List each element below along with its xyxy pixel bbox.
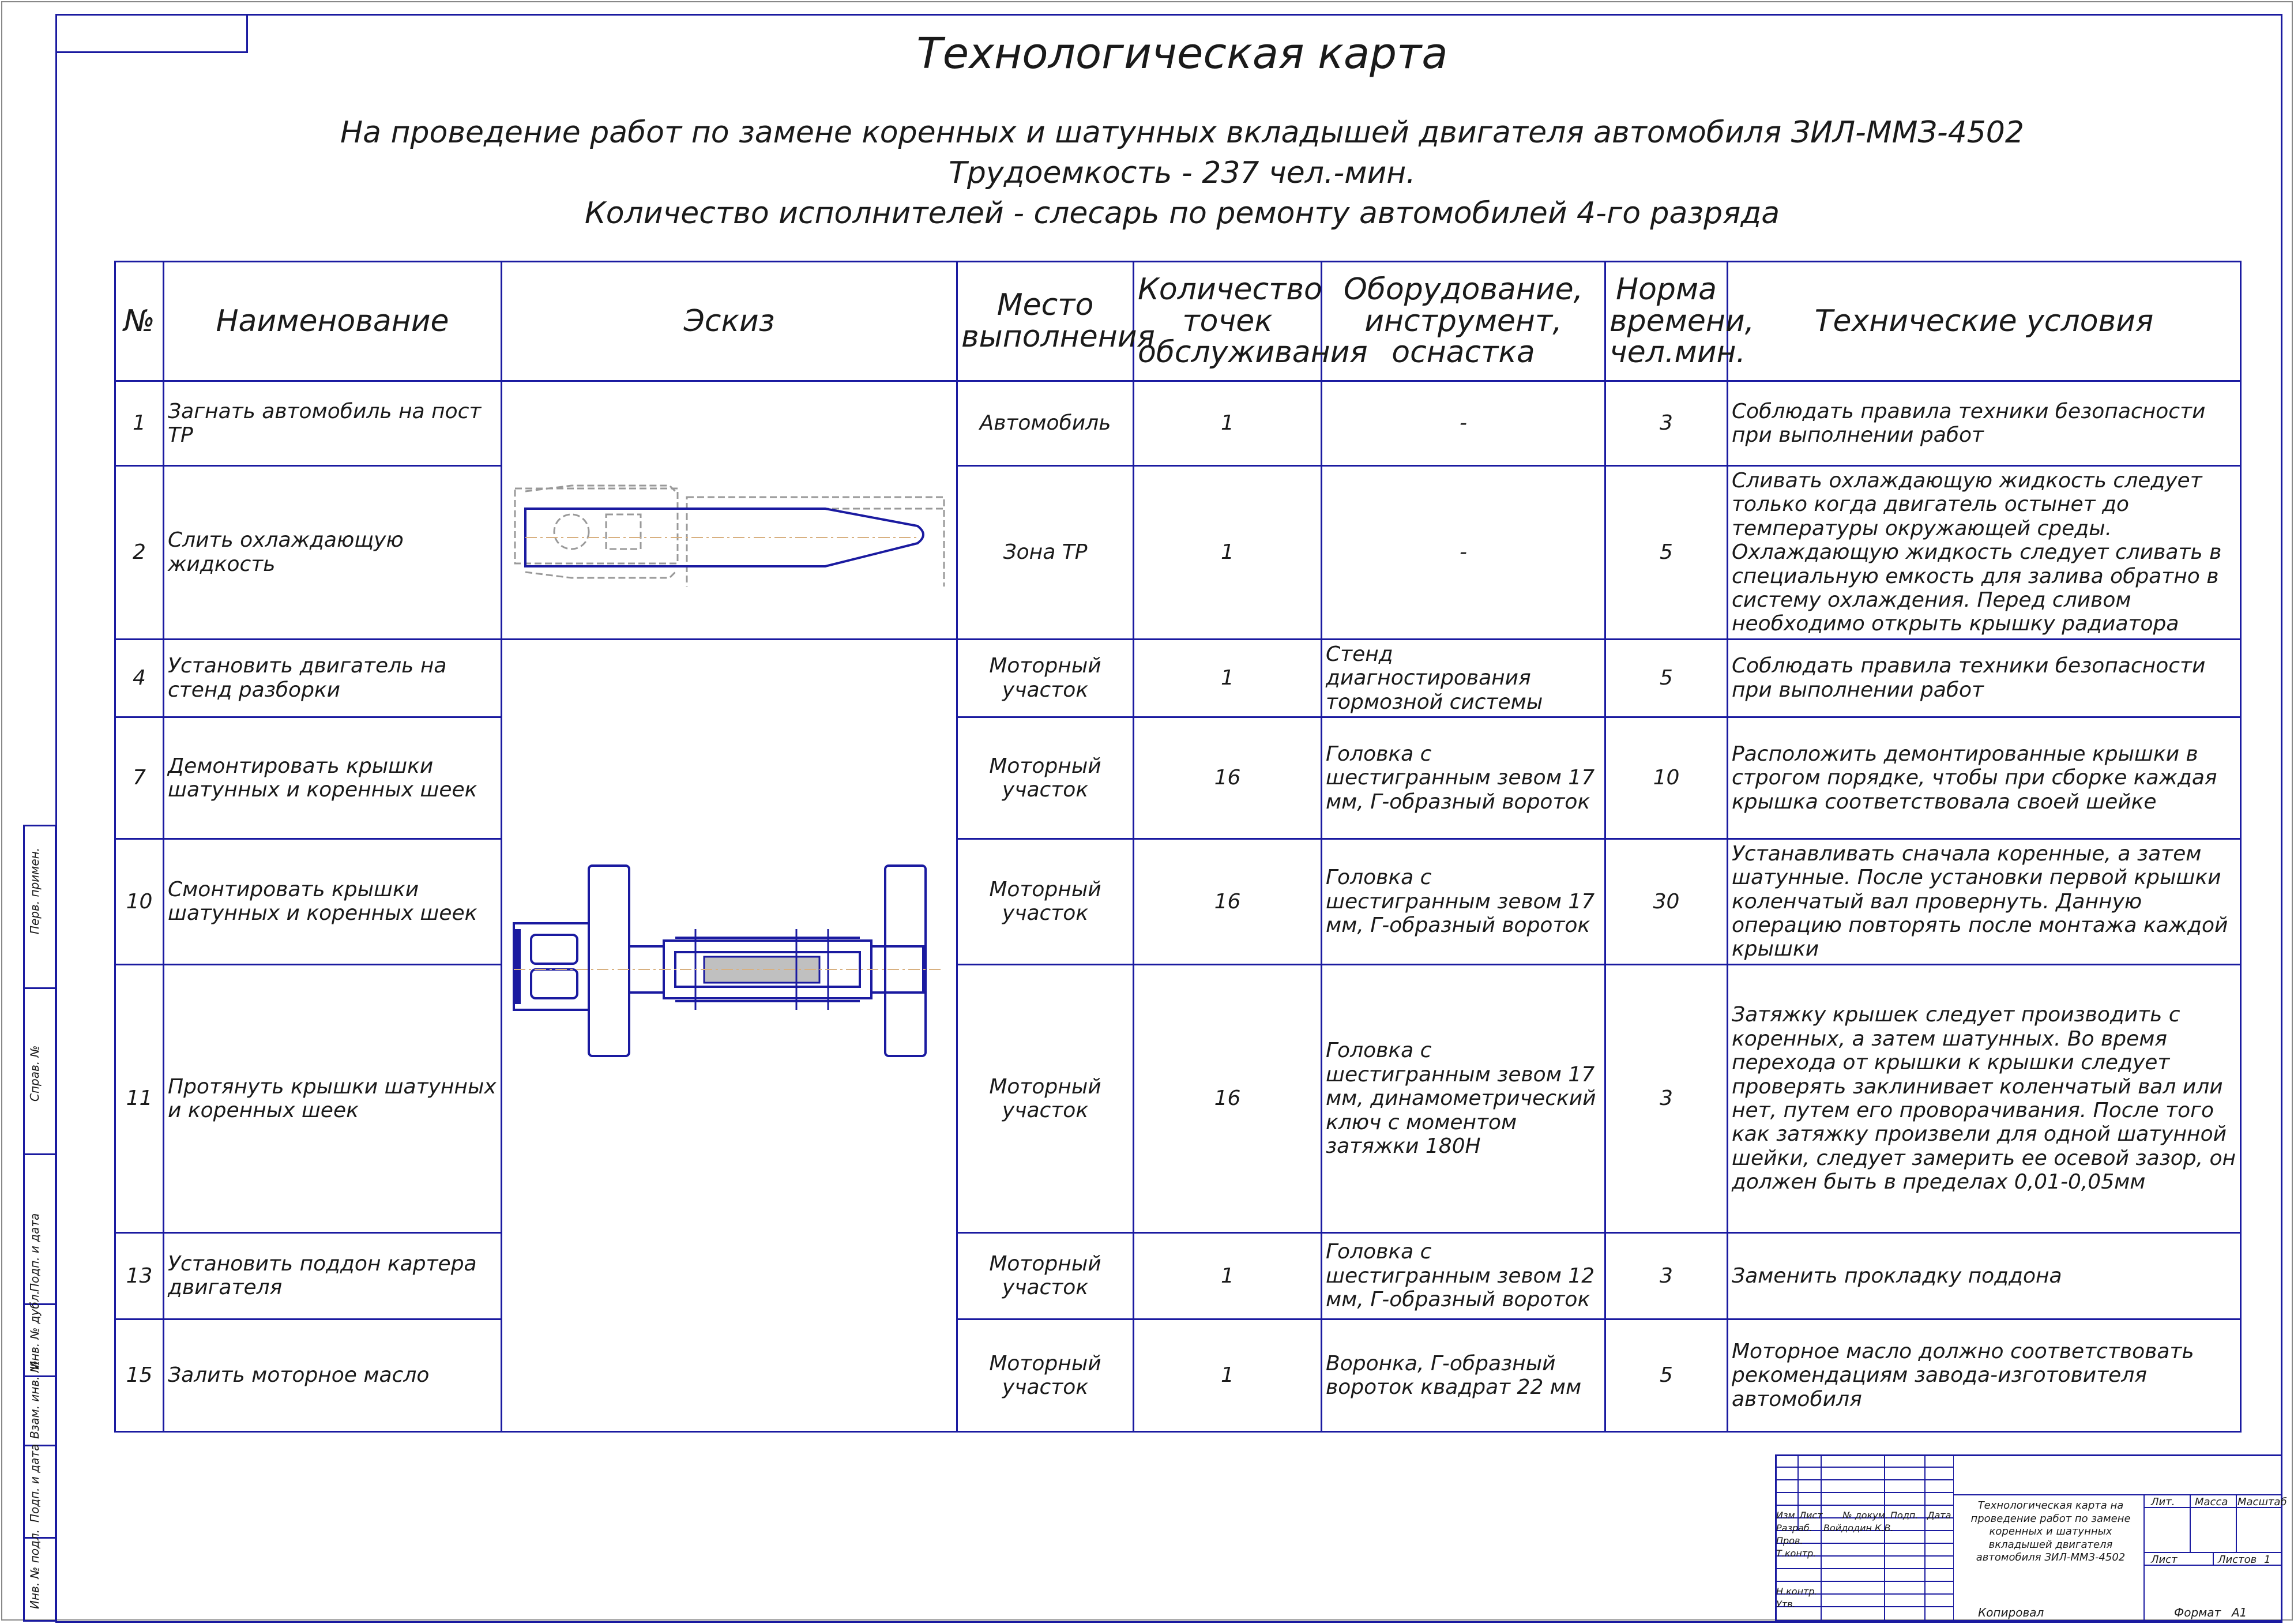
row-place: Моторный участок — [957, 964, 1134, 1232]
row-num: 1 — [115, 381, 164, 466]
engine-stand-drawing — [502, 646, 954, 1419]
side-label-3: Подп. и дата — [28, 1213, 42, 1292]
stand-wheel-left — [589, 866, 629, 1056]
row-time: 10 — [1605, 717, 1728, 839]
stamp-label-docnum: № докум. — [1842, 1510, 1888, 1521]
page-title: Технологическая карта — [916, 29, 1448, 78]
header-points: Количество точек обслуживания — [1134, 262, 1322, 381]
sketch-engine-stand — [502, 639, 957, 1431]
row-points: 1 — [1134, 1319, 1322, 1431]
sketch-vehicle-top — [502, 381, 957, 640]
subtitle-line-1: На проведение работ по замене коренных и шатунных вкладышей двигателя автомобиля ЗИЛ-ММЗ-4502 — [340, 115, 2024, 150]
stamp-label-tkontr: Т.контр. — [1776, 1548, 1817, 1559]
row-equipment: Головка с шестигранным зевом 17 мм, динамометрический ключ с моментом затяжки 180Н — [1322, 964, 1605, 1232]
row-name: Демонтировать крышки шатунных и коренных шеек — [164, 717, 502, 839]
stand-wheel-right — [885, 866, 926, 1056]
row-num: 13 — [115, 1232, 164, 1319]
stamp-label-sign: Подп. — [1890, 1510, 1919, 1521]
row-time: 5 — [1605, 639, 1728, 717]
row-points: 1 — [1134, 381, 1322, 466]
stamp-lit-label: Лит. — [2151, 1496, 2175, 1508]
table-header-row — [115, 262, 2241, 381]
row-equipment: Воронка, Г-образный вороток квадрат 22 мм — [1322, 1319, 1605, 1431]
row-name: Слить охлаждающую жидкость — [164, 466, 502, 640]
row-place: Моторный участок — [957, 1319, 1134, 1431]
row-conditions: Соблюдать правила техники безопасности при выполнении работ — [1728, 639, 2241, 717]
row-name: Загнать автомобиль на пост ТР — [164, 381, 502, 466]
stamp-doc-title: Технологическая карта на проведение работ по замене коренных и шатунных вкладышей двигателя автомобиля ЗИЛ-ММЗ-4502 — [1970, 1499, 2131, 1563]
row-time: 5 — [1605, 1319, 1728, 1431]
table-row — [115, 717, 2241, 839]
row-equipment: Головка с шестигранным зевом 17 мм, Г-образный вороток — [1322, 717, 1605, 839]
row-num: 7 — [115, 717, 164, 839]
row-name: Установить двигатель на стенд разборки — [164, 639, 502, 717]
row-time: 3 — [1605, 381, 1728, 466]
side-divider-1 — [23, 987, 57, 989]
row-points: 16 — [1134, 964, 1322, 1232]
stamp-sheet-label: Лист — [2151, 1554, 2178, 1566]
side-label-4: Инв. № дубл. — [28, 1291, 42, 1370]
row-points: 1 — [1134, 639, 1322, 717]
stamp-label-utv: Утв. — [1776, 1599, 1796, 1610]
row-equipment: Стенд диагностирования тормозной системы — [1322, 639, 1605, 717]
format-label: Формат — [2174, 1606, 2221, 1619]
row-equipment: Головка с шестигранным зевом 12 мм, Г-образный вороток — [1322, 1232, 1605, 1319]
header-time: Норма времени, чел.мин. — [1605, 262, 1728, 381]
row-conditions: Расположить демонтированные крышки в строгом порядке, чтобы при сборке каждая крышка соответствовала своей шейке — [1728, 717, 2241, 839]
row-time: 30 — [1605, 839, 1728, 964]
stamp-developer: Войдодин К.В. — [1823, 1522, 1894, 1533]
row-place: Моторный участок — [957, 1232, 1134, 1319]
row-points: 1 — [1134, 1232, 1322, 1319]
row-conditions: Соблюдать правила техники безопасности при выполнении работ — [1728, 381, 2241, 466]
side-label-5: Взам. инв. № — [28, 1360, 42, 1439]
stamp-sheets-label: Листов — [2218, 1554, 2257, 1566]
tech-table — [114, 261, 2242, 1433]
table-row — [115, 466, 2241, 640]
table-row — [115, 381, 2241, 466]
side-label-7: Инв. № подл. — [28, 1529, 42, 1609]
table-row — [115, 839, 2241, 964]
row-place: Автомобиль — [957, 381, 1134, 466]
copied-label: Копировал — [1978, 1606, 2044, 1619]
row-name: Установить поддон картера двигателя — [164, 1232, 502, 1319]
stamp-scale-label: Масштаб — [2237, 1496, 2287, 1508]
row-points: 16 — [1134, 839, 1322, 964]
row-time: 3 — [1605, 964, 1728, 1232]
row-conditions: Затяжку крышек следует производить с коренных, а затем шатунных. Во время перехода от крышки к крышки следует проверять заклинивает коленчатый вал или нет, путем его проворачивания. После того как затяжку произвели для одной шатунной шейки, следует замерить ее осевой зазор, он должен быть в пределах 0,01-0,05мм — [1728, 964, 2241, 1232]
side-label-2: Справ. № — [28, 1045, 42, 1102]
format-value: A1 — [2232, 1606, 2247, 1619]
header-conditions: Технические условия — [1728, 262, 2241, 381]
row-points: 1 — [1134, 466, 1322, 640]
stamp-sheets-value: 1 — [2264, 1554, 2271, 1566]
stamp-label-prov: Пров. — [1776, 1535, 1803, 1546]
row-conditions: Сливать охлаждающую жидкость следует только когда двигатель остынет до температуры окружающей среды. Охлаждающую жидкость следует сливать в специальную емкость для залива обратно в систему охлаждения. Перед сливом необходимо открыть крышку радиатора — [1728, 466, 2241, 640]
row-place: Моторный участок — [957, 839, 1134, 964]
header-name: Наименование — [164, 262, 502, 381]
table-row — [115, 1319, 2241, 1431]
row-name: Смонтировать крышки шатунных и коренных шеек — [164, 839, 502, 964]
side-label-6: Подп. и дата — [28, 1443, 42, 1522]
row-name: Залить моторное масло — [164, 1319, 502, 1431]
table-row — [115, 1232, 2241, 1319]
header-equipment: Оборудование, инструмент, оснастка — [1322, 262, 1605, 381]
row-place: Моторный участок — [957, 639, 1134, 717]
row-conditions: Заменить прокладку поддона — [1728, 1232, 2241, 1319]
truck-sketch-drawing — [502, 428, 954, 587]
stamp-label-nkontr: Н.контр. — [1776, 1586, 1818, 1597]
table-row — [115, 964, 2241, 1232]
row-num: 11 — [115, 964, 164, 1232]
row-equipment: - — [1322, 466, 1605, 640]
row-time: 3 — [1605, 1232, 1728, 1319]
subtitle-line-3: Количество исполнителей - слесарь по ремонту автомобилей 4-го разряда — [584, 196, 1780, 231]
row-num: 4 — [115, 639, 164, 717]
row-equipment: - — [1322, 381, 1605, 466]
stamp-label-razrab: Разраб. — [1776, 1522, 1812, 1533]
side-divider-2 — [23, 1153, 57, 1155]
table-row — [115, 639, 2241, 717]
row-conditions: Устанавливать сначала коренные, а затем шатунные. После установки первой крышки коленчатый вал провернуть. Данную операцию повторять после монтажа каждой крышки — [1728, 839, 2241, 964]
subtitle-line-2: Трудоемкость - 237 чел.-мин. — [949, 156, 1416, 190]
row-num: 10 — [115, 839, 164, 964]
row-num: 15 — [115, 1319, 164, 1431]
stamp-label-date: Дата — [1927, 1510, 1951, 1521]
row-name: Протянуть крышки шатунных и коренных шеек — [164, 964, 502, 1232]
stamp-label-list: Лист — [1799, 1510, 1823, 1521]
row-place: Зона ТР — [957, 466, 1134, 640]
stamp-mass-label: Масса — [2195, 1496, 2228, 1508]
row-time: 5 — [1605, 466, 1728, 640]
row-num: 2 — [115, 466, 164, 640]
header-num: № — [115, 262, 164, 381]
row-place: Моторный участок — [957, 717, 1134, 839]
row-points: 16 — [1134, 717, 1322, 839]
row-equipment: Головка с шестигранным зевом 17 мм, Г-образный вороток — [1322, 839, 1605, 964]
header-sketch: Эскиз — [502, 262, 957, 381]
row-conditions: Моторное масло должно соответствовать рекомендациям завода-изготовителя автомобиля — [1728, 1319, 2241, 1431]
header-place: Место выполнения — [957, 262, 1134, 381]
side-label-1: Перв. примен. — [28, 847, 42, 934]
stamp-label-izm: Изм — [1776, 1510, 1795, 1521]
